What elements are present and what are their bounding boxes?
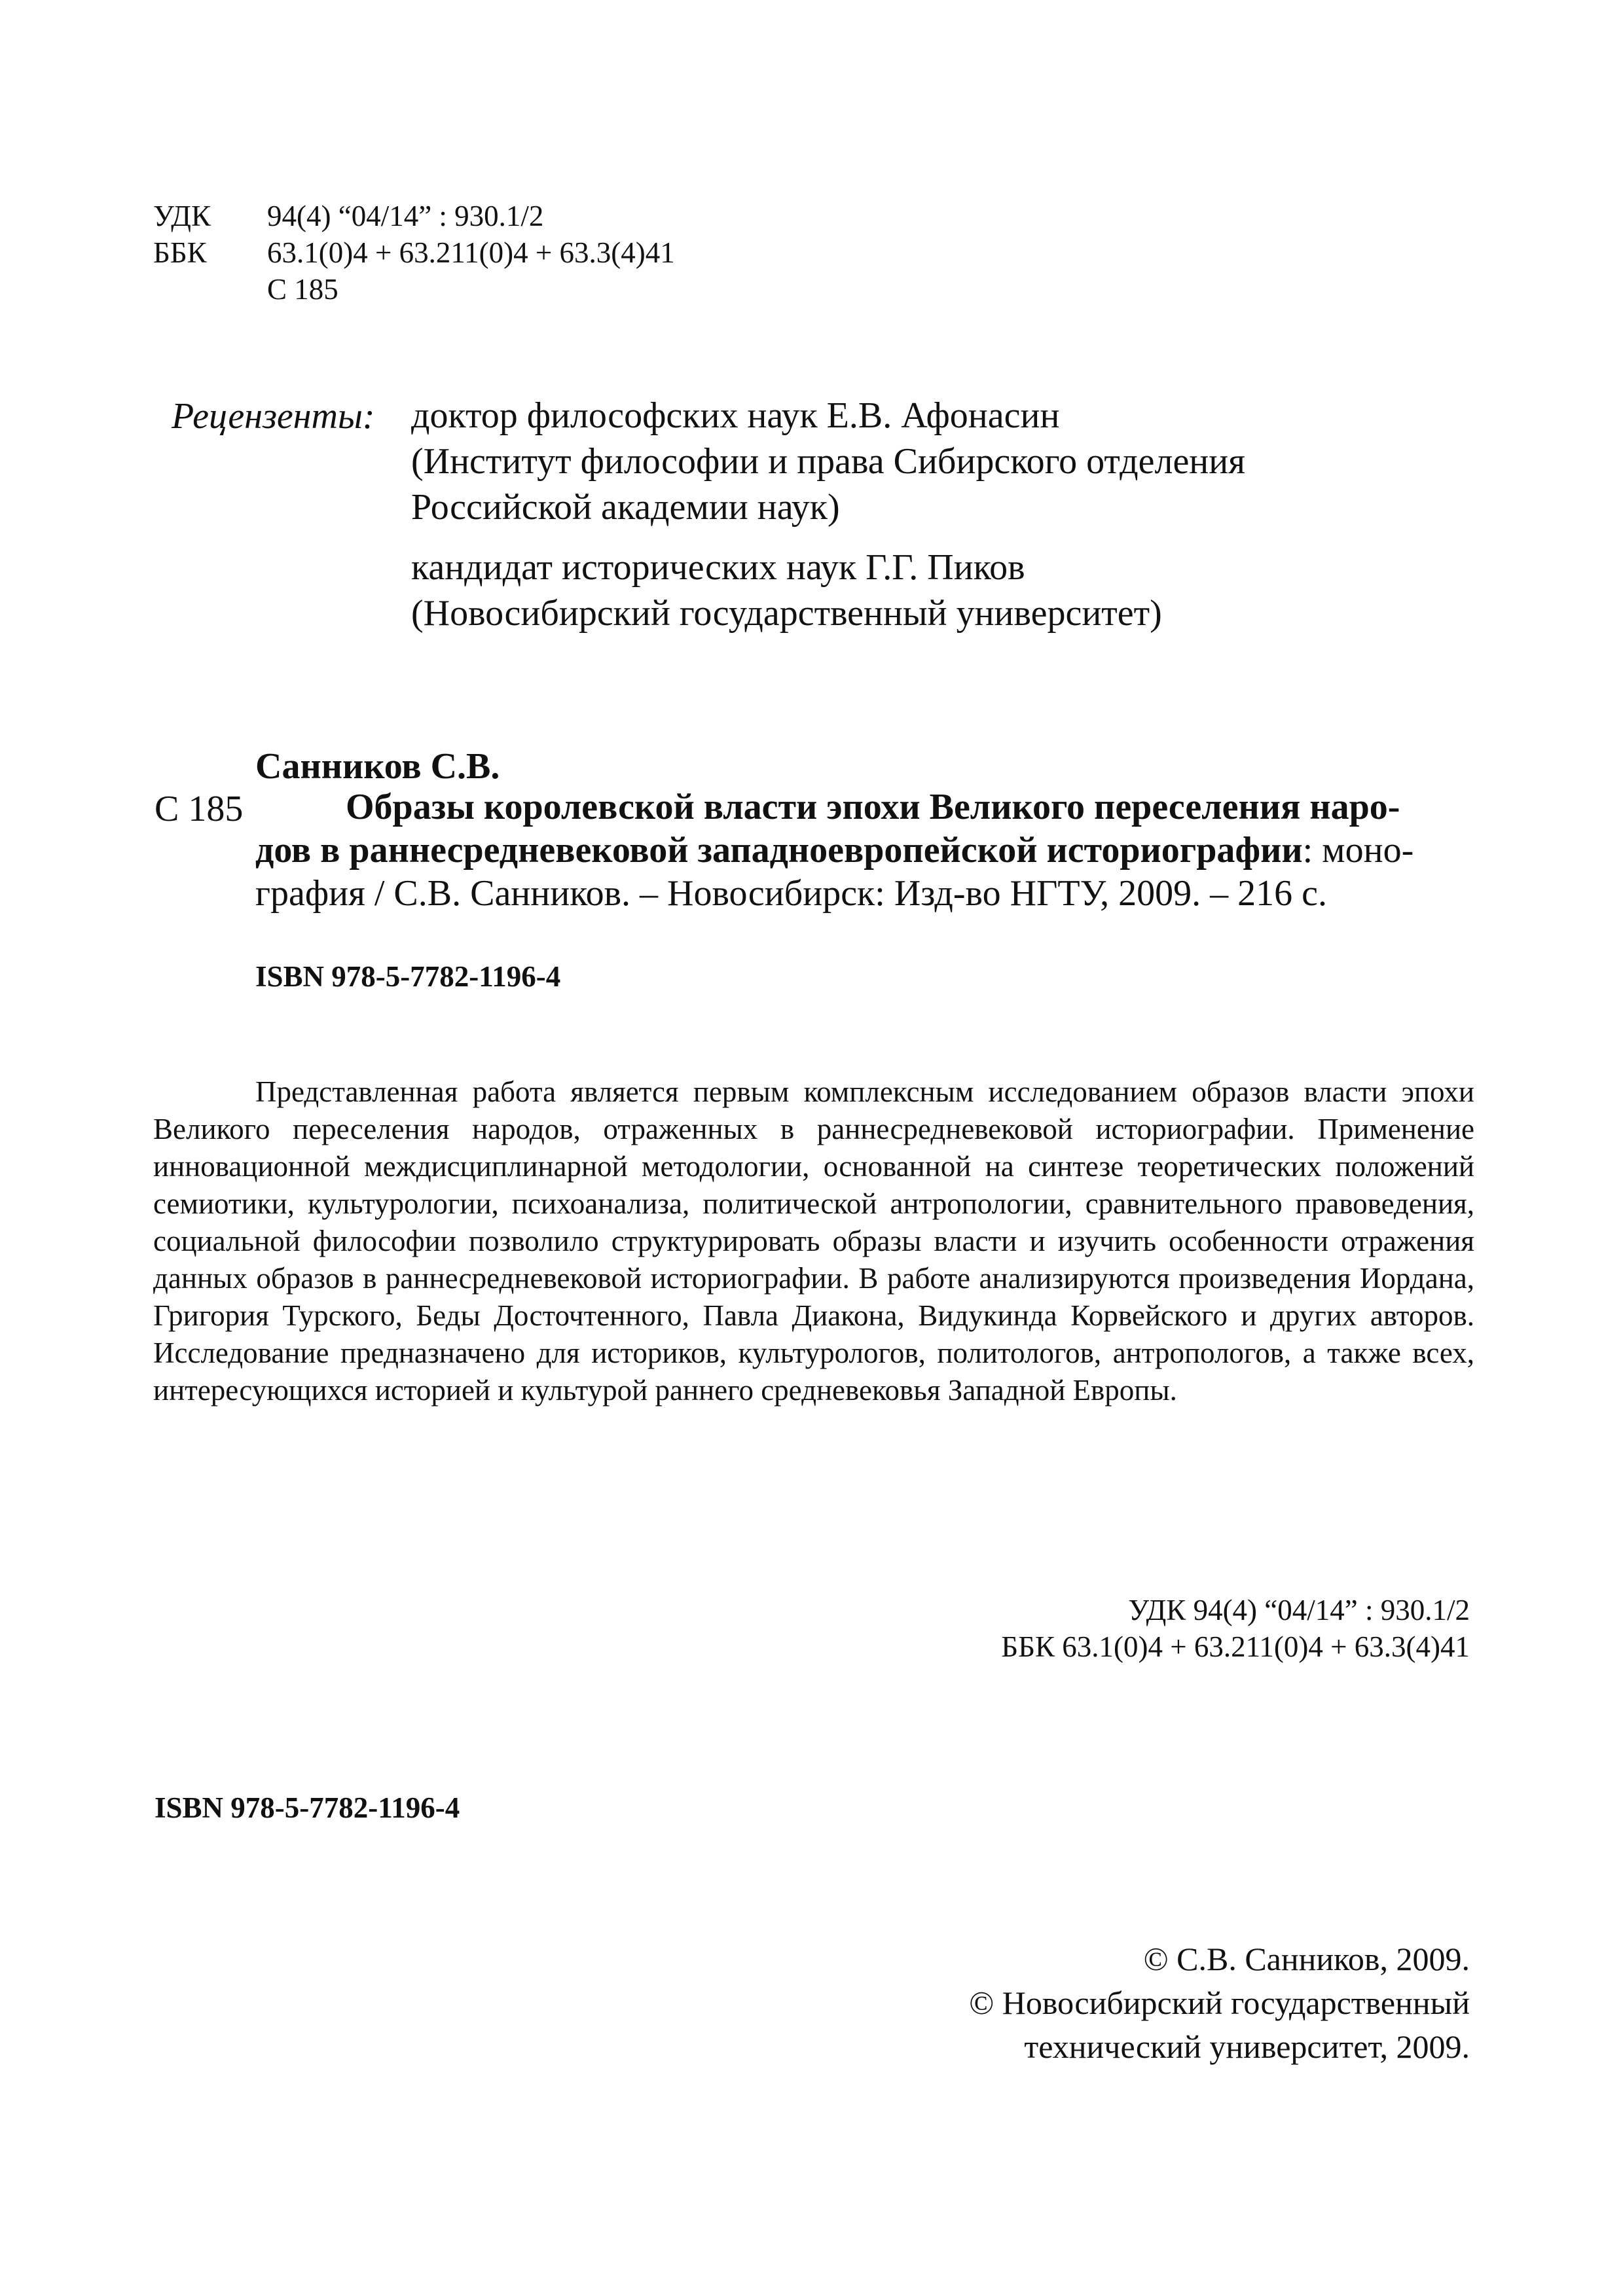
footer-bbk: ББК 63.1(0)4 + 63.211(0)4 + 63.3(4)41 [1001, 1630, 1470, 1663]
udk-row [153, 196, 543, 236]
record-isbn: ISBN 978-5-7782-1196-4 [255, 960, 561, 993]
bbk-value: 63.1(0)4 + 63.211(0)4 + 63.3(4)41 [267, 236, 675, 269]
record-code: С 185 [155, 789, 244, 829]
reviewer-1 [411, 393, 1245, 530]
reviewer-2-line: кандидат исторических наук Г.Г. Пиков [411, 547, 1025, 588]
reviewers-label: Рецензенты: [172, 396, 375, 437]
author-sign-value: С 185 [267, 273, 338, 306]
record-imprint: графия / С.В. Санников. – Новосибирск: Изд-во НГТУ, 2009. – 216 с. [255, 873, 1327, 914]
udk-value: 94(4) “04/14” : 930.1/2 [267, 200, 544, 232]
copyright-line: © С.В. Санников, 2009. [1143, 1941, 1470, 1977]
author-sign-row [153, 270, 338, 309]
reviewer-1-line: Российской академии наук) [411, 487, 840, 528]
copyright-line: технический университет, 2009. [1024, 2028, 1470, 2065]
udk-key: УДК [153, 200, 211, 232]
reviewer-2 [411, 545, 1162, 636]
copyright-line: © Новосибирский государственный [969, 1984, 1470, 2021]
reviewer-2-line: (Новосибирский государственный университет) [411, 593, 1162, 634]
copyright-block [969, 1937, 1470, 2069]
isbn-bottom: ISBN 978-5-7782-1196-4 [155, 1791, 460, 1824]
record-title-line: Образы королевской власти эпохи Великого переселения наро- [346, 787, 1400, 827]
record-title-line [255, 829, 1413, 872]
record-author: Санников С.В. [255, 746, 500, 787]
record-title-bold: дов в раннесредневековой западноевропейской историографии [255, 830, 1303, 870]
reviewer-1-line: доктор философских наук Е.В. Афонасин [411, 395, 1060, 436]
bbk-key: ББК [153, 236, 207, 269]
reviewer-1-line: (Институт философии и права Сибирского отделения [411, 441, 1245, 482]
record-title-rest: : моно- [1302, 830, 1414, 870]
footer-udk: УДК 94(4) “04/14” : 930.1/2 [1128, 1594, 1470, 1626]
bbk-row [153, 233, 675, 272]
abstract: Представленная работа является первым комплексным исследованием образов власти эпохи Великого переселения народов, отраженных в раннесредневековой историографии. Применение инновационной междисциплинарной методологии, основанной на синтезе теоретических положений семиотики, культурологии, психоанализа, политической антропологии, сравнительного правоведения, социальной философии позволило структурировать образы власти и изучить особенности отражения данных образов в раннесредневековой историографии. В работе анализируются произведения Иордана, Григория Турского, Беды Досточтенного, Павла Диакона, Видукинда Корвейского и других авторов. Исследование предназначено для историков, культурологов, политологов, антропологов, а также всех, интересующихся историей и культурой раннего средневековья Западной Европы. [153, 1075, 1474, 1407]
